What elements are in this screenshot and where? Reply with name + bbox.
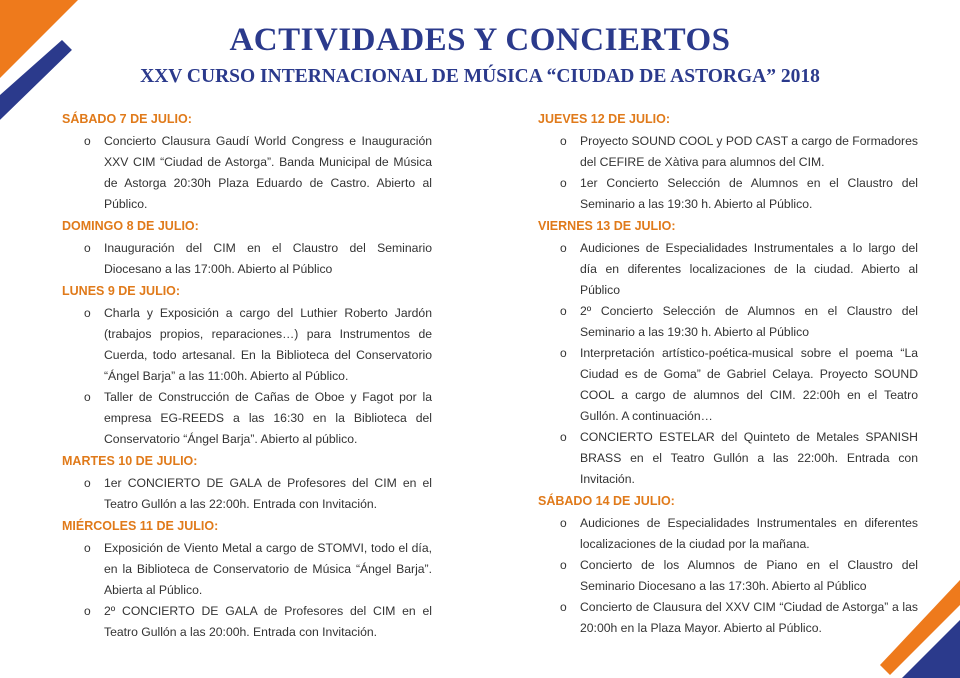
event-item [62,387,432,450]
day-heading: SÁBADO 14 DE JULIO: [538,494,675,508]
day-heading: JUEVES 12 DE JULIO: [538,112,670,126]
bullet-icon: o [84,134,91,148]
event-text: 1er Concierto Selección de Alumnos en el Claustro del Seminario a las 19:30 h. Abierto al Público. [580,176,918,211]
bullet-icon: o [560,516,567,530]
day-heading: MIÉRCOLES 11 DE JULIO: [62,519,219,533]
day-heading: DOMINGO 8 DE JULIO: [62,219,199,233]
event-item [538,427,918,490]
bullet-icon: o [84,306,91,320]
event-text: 1er CONCIERTO DE GALA de Profesores del CIM en el Teatro Gullón a las 22:00h. Entrada con Invitación. [104,476,432,511]
event-text: 2º CONCIERTO DE GALA de Profesores del CIM en el Teatro Gullón a las 20:00h. Entrada con Invitación. [104,604,432,639]
event-item [62,601,432,643]
event-text: Taller de Construcción de Cañas de Oboe y Fagot por la empresa EG-REEDS a las 16:30 en la Biblioteca del Conservatorio “Ángel Barja”. Abierto al público. [104,390,432,446]
event-text: Proyecto SOUND COOL y POD CAST a cargo de Formadores del CEFIRE de Xàtiva para alumnos del CIM. [580,134,918,169]
bullet-icon: o [560,558,567,572]
day-heading: VIERNES 13 DE JULIO: [538,219,676,233]
bullet-icon: o [560,304,567,318]
event-text: 2º Concierto Selección de Alumnos en el Claustro del Seminario a las 19:30 h. Abierto al Público [580,304,918,339]
event-text: Interpretación artístico-poética-musical sobre el poema “La Ciudad es de Goma” de Gabriel Celaya. Proyecto SOUND COOL a cargo de alumnos del CIM. 22:00h en el Teatro Gullón. A continuación… [580,346,918,423]
event-text: Audiciones de Especialidades Instrumentales en diferentes localizaciones de la ciudad por la mañana. [580,516,918,551]
bullet-icon: o [560,346,567,360]
right-column [538,108,918,639]
event-text: Concierto de los Alumnos de Piano en el Claustro del Seminario Diocesano a las 17:30h. Abierto al Público [580,558,918,593]
bullet-icon: o [560,134,567,148]
day-heading: SÁBADO 7 DE JULIO: [62,112,192,126]
bullet-icon: o [560,176,567,190]
event-text: Audiciones de Especialidades Instrumentales a lo largo del día en diferentes localizaciones de la ciudad. Abierto al Público [580,241,918,297]
event-item [538,513,918,555]
bullet-icon: o [84,541,91,555]
bullet-icon: o [560,430,567,444]
page-title: ACTIVIDADES Y CONCIERTOS [229,22,731,58]
event-text: Concierto de Clausura del XXV CIM “Ciudad de Astorga” a las 20:00h en la Plaza Mayor. Abierto al Público. [580,600,918,635]
event-item [62,473,432,515]
day-heading: MARTES 10 DE JULIO: [62,454,198,468]
event-item [62,131,432,215]
day-heading: LUNES 9 DE JULIO: [62,284,181,298]
bullet-icon: o [84,241,91,255]
page-subtitle: XXV CURSO INTERNACIONAL DE MÚSICA “CIUDAD DE ASTORGA” 2018 [140,66,820,87]
event-item [538,555,918,597]
event-item [538,597,918,639]
event-text: Concierto Clausura Gaudí World Congress e Inauguración XXV CIM “Ciudad de Astorga”. Banda Municipal de Música de Astorga 20:30h Plaza Eduardo de Castro. Abierto al Público. [104,134,432,211]
bullet-icon: o [84,604,91,618]
bullet-icon: o [560,241,567,255]
event-item [62,303,432,387]
event-item [538,238,918,301]
event-item [62,538,432,601]
event-item [538,173,918,215]
left-column [62,108,432,643]
event-text: Inauguración del CIM en el Claustro del Seminario Diocesano a las 17:00h. Abierto al Público [104,241,432,276]
event-item [62,238,432,280]
event-item [538,343,918,427]
bullet-icon: o [560,600,567,614]
event-item [538,301,918,343]
event-item [538,131,918,173]
bullet-icon: o [84,390,91,404]
bullet-icon: o [84,476,91,490]
event-text: Exposición de Viento Metal a cargo de STOMVI, todo el día, en la Biblioteca de Conservatorio de Música “Ángel Barja”. Abierta al Público. [104,541,432,597]
event-text: CONCIERTO ESTELAR del Quinteto de Metales SPANISH BRASS en el Teatro Gullón a las 22:00h. Entrada con Invitación. [580,430,918,486]
event-text: Charla y Exposición a cargo del Luthier Roberto Jardón (trabajos propios, reparaciones…) para Instrumentos de Cuerda, todo artesanal. En la Biblioteca del Conservatorio “Ángel Barja” a las 11:00h. Abierto al Público. [104,306,432,383]
